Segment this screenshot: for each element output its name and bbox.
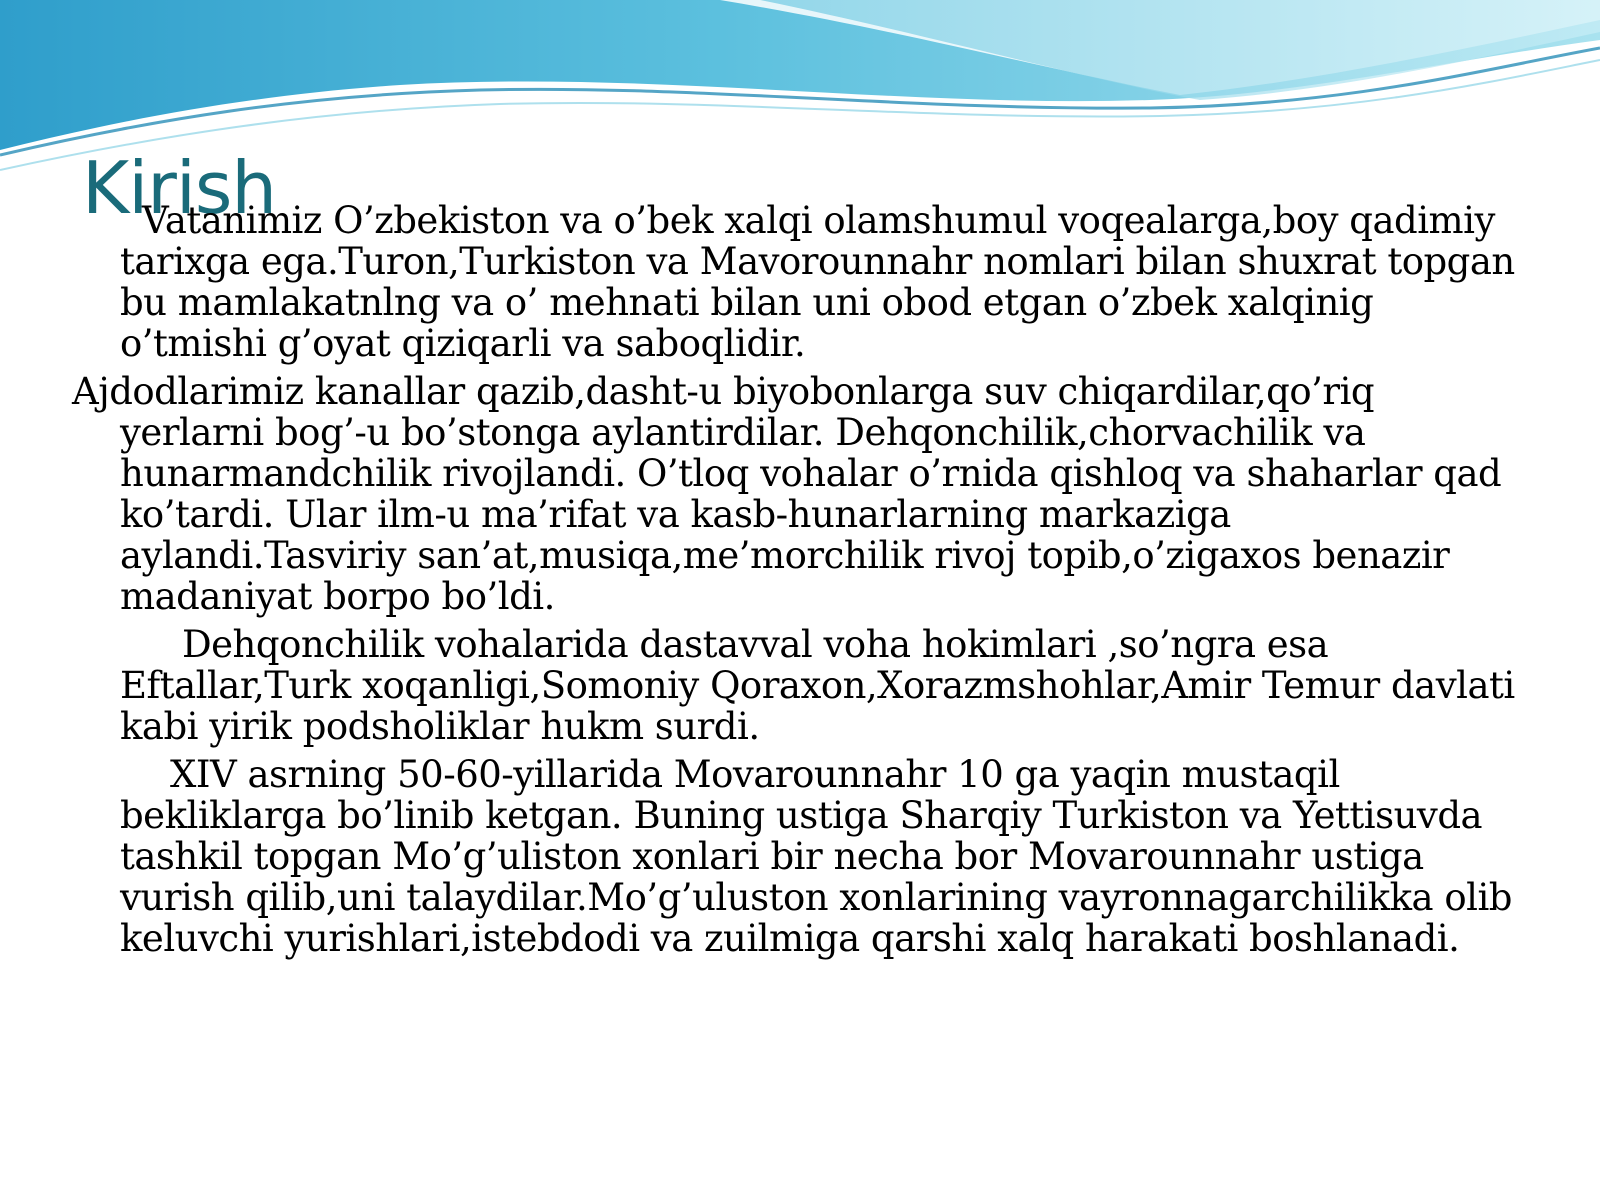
slide-body (0, 200, 1600, 966)
slide-title: Kirish (82, 146, 276, 230)
paragraph-4-text: XIV asrning 50-60-yillarida Movarounnahr 10 ga yaqin mustaqil bekliklarga bo’linib ketgan. Buning ustiga Sharqiy Turkiston va Yettisuvda tashkil topgan Mo’g’uliston xonlari bir necha bor Movarounnahr ustiga vurish qilib,uni talaydilar.Mo’g’uluston xonlarining vayronnagarchilikka olib keluvchi yurishlari,istebdodi va zuilmiga qarshi xalq harakati boshlanadi. (120, 753, 1512, 960)
paragraph-1-text: Vatanimiz O’zbekiston va o’bek xalqi olamshumul voqealarga,boy qadimiy tarixga ega.Turon,Turkiston va Mavorounnahr nomlari bilan shuxrat topgan bu mamlakatnlng va o’ mehnati bilan uni obod etgan o’zbek xalqinig o’tmishi g’oyat qiziqarli va saboqlidir. (120, 199, 1515, 365)
paragraph-2-text: Ajdodlarimiz kanallar qazib,dasht-u biyobonlarga suv chiqardilar,qo’riq yerlarni bog’-u bo’stonga aylantirdilar. Dehqonchilik,chorvachilik va hunarmandchilik rivojlandi. O’tloq vohalar o’rnida qishloq va shaharlar qad ko’tardi. Ular ilm-u ma’rifat va kasb-hunarlarning markaziga aylandi.Tasviriy san’at,musiqa,me’morchilik rivoj topib,o’zigaxos benazir madaniyat borpo bo’ldi. (72, 370, 1502, 618)
paragraph-4 (0, 754, 1520, 959)
paragraph-1 (0, 200, 1520, 364)
paragraph-3 (0, 624, 1520, 747)
paragraph-3-text: Dehqonchilik vohalarida dastavval voha hokimlari ,so’ngra esa Eftallar,Turk xoqanligi,Somoniy Qoraxon,Xorazmshohlar,Amir Temur davlati kabi yirik podsholiklar hukm surdi. (120, 623, 1515, 748)
paragraph-2 (0, 371, 1520, 617)
